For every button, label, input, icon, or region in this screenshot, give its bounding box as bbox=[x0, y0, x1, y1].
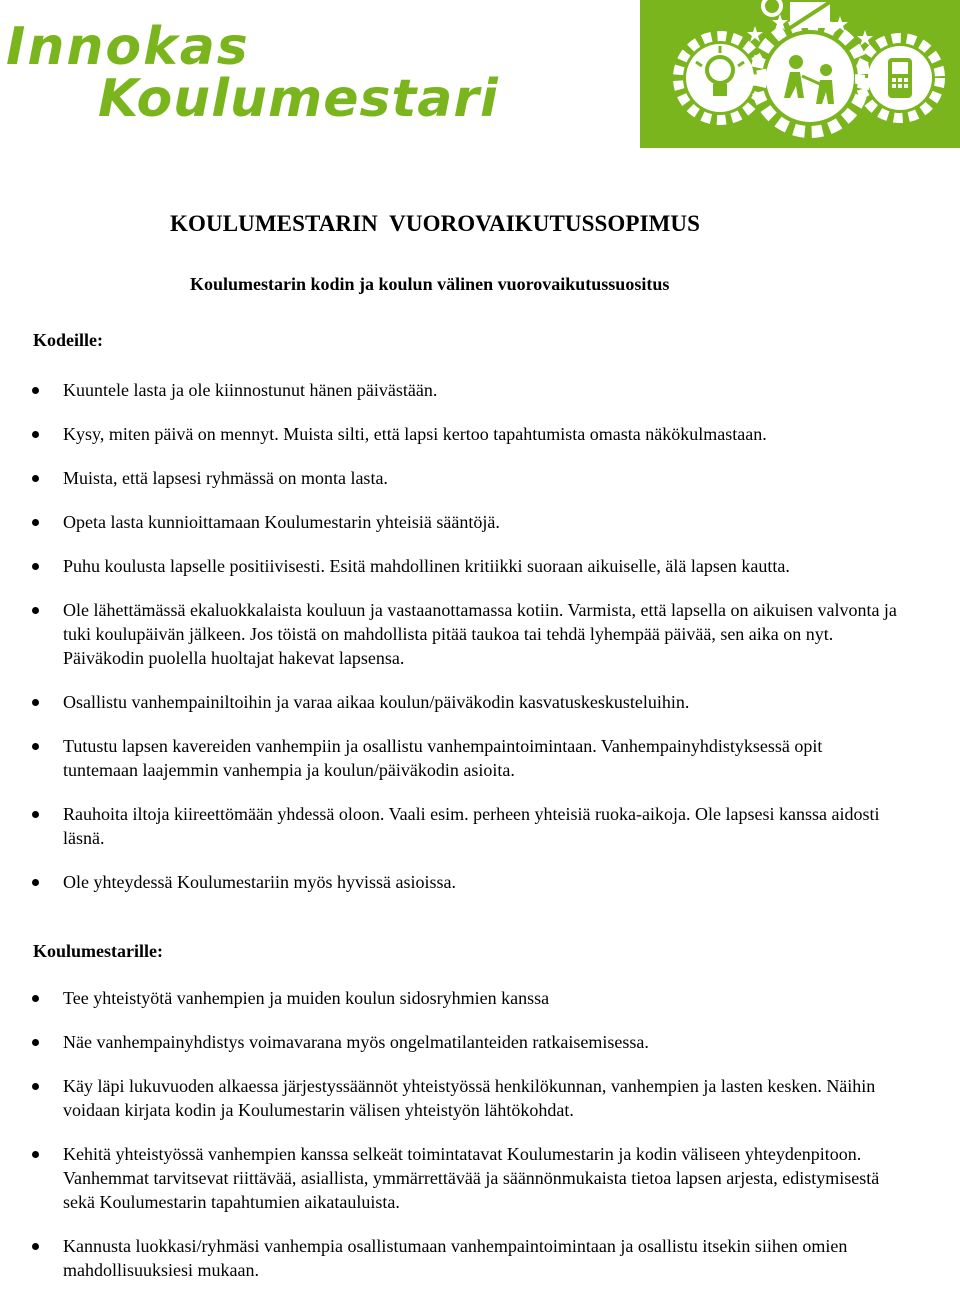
brand-line-1: Innokas bbox=[6, 17, 250, 77]
lightbulb-gear-icon bbox=[678, 36, 762, 120]
list-item: Muista, että lapsesi ryhmässä on monta lasta. bbox=[0, 466, 960, 490]
list-item: Käy läpi lukuvuoden alkaessa järjestyssäännöt yhteistyössä henkilökunnan, vanhempien ja lasten kesken. Näihin voidaan kirjata kodin ja Koulumestarin välisen yhteistyön lähtökohdat. bbox=[0, 1074, 960, 1122]
list-item: Puhu koulusta lapselle positiivisesti. Esitä mahdollinen kritiikki suoraan aikuiselle, älä lapsen kautta. bbox=[0, 554, 960, 578]
list-item: Opeta lasta kunnioittamaan Koulumestarin yhteisiä sääntöjä. bbox=[0, 510, 960, 534]
list-item: Kysy, miten päivä on mennyt. Muista silti, että lapsi kertoo tapahtumista omasta näkökulmastaan. bbox=[0, 422, 960, 446]
brand-line-2: Koulumestari bbox=[98, 69, 499, 129]
koulumestarille-list bbox=[0, 986, 960, 1302]
kodeille-heading: Kodeille: bbox=[33, 330, 103, 350]
list-item: Rauhoita iltoja kiireettömään yhdessä oloon. Vaali esim. perheen yhteisiä ruoka-aikoja. Ole lapsesi kanssa aidosti läsnä. bbox=[0, 802, 960, 850]
list-item: Ole lähettämässä ekaluokkalaista kouluun ja vastaanottamassa kotiin. Varmista, että lapsella on aikuisen valvonta ja tuki koulupäivän jälkeen. Jos töistä on mahdollista pitää taukoa tai tehdä lyhempää päivää, sen aika on nyt. Päiväkodin puolella huoltajat hakevat lapsensa. bbox=[0, 598, 960, 670]
koulumestarille-heading: Koulumestarille: bbox=[33, 941, 163, 961]
pencil-abc-icon bbox=[763, 0, 830, 28]
phone-gear-icon bbox=[860, 38, 940, 118]
logo-badge bbox=[640, 0, 960, 148]
list-item: Kuuntele lasta ja ole kiinnostunut hänen päivästään. bbox=[0, 378, 960, 402]
kodeille-list bbox=[0, 378, 960, 914]
document-subtitle: Koulumestarin kodin ja koulun välinen vuorovaikutussuositus bbox=[190, 274, 670, 294]
list-item: Tee yhteistyötä vanhempien ja muiden koulun sidosryhmien kanssa bbox=[0, 986, 960, 1010]
children-gear-icon bbox=[756, 24, 864, 132]
innokas-koulumestari-logo bbox=[6, 12, 499, 129]
list-item: Ole yhteydessä Koulumestariin myös hyvissä asioissa. bbox=[0, 870, 960, 894]
document-title: KOULUMESTARIN VUOROVAIKUTUSSOPIMUS bbox=[170, 211, 701, 236]
list-item: Kannusta luokkasi/ryhmäsi vanhempia osallistumaan vanhempaintoimintaan ja osallistu itsekin siihen omien mahdollisuuksiesi mukaan. bbox=[0, 1234, 960, 1282]
list-item: Tutustu lapsen kavereiden vanhempiin ja osallistu vanhempaintoimintaan. Vanhempainyhdistyksessä opit tuntemaan laajemmin vanhempia ja koulun/päiväkodin asioita. bbox=[0, 734, 960, 782]
list-item: Näe vanhempainyhdistys voimavarana myös ongelmatilanteiden ratkaisemisessa. bbox=[0, 1030, 960, 1054]
list-item: Kehitä yhteistyössä vanhempien kanssa selkeät toimintatavat Koulumestarin ja kodin väliseen yhteydenpitoon. Vanhemmat tarvitsevat riittävää, asiallista, ymmärrettävää ja säännönmukaista tietoa lapsen arjesta, edistymisestä sekä Koulumestarin tapahtumien aikatauluista. bbox=[0, 1142, 960, 1214]
list-item: Osallistu vanhempainiltoihin ja varaa aikaa koulun/päiväkodin kasvatuskeskusteluihin. bbox=[0, 690, 960, 714]
